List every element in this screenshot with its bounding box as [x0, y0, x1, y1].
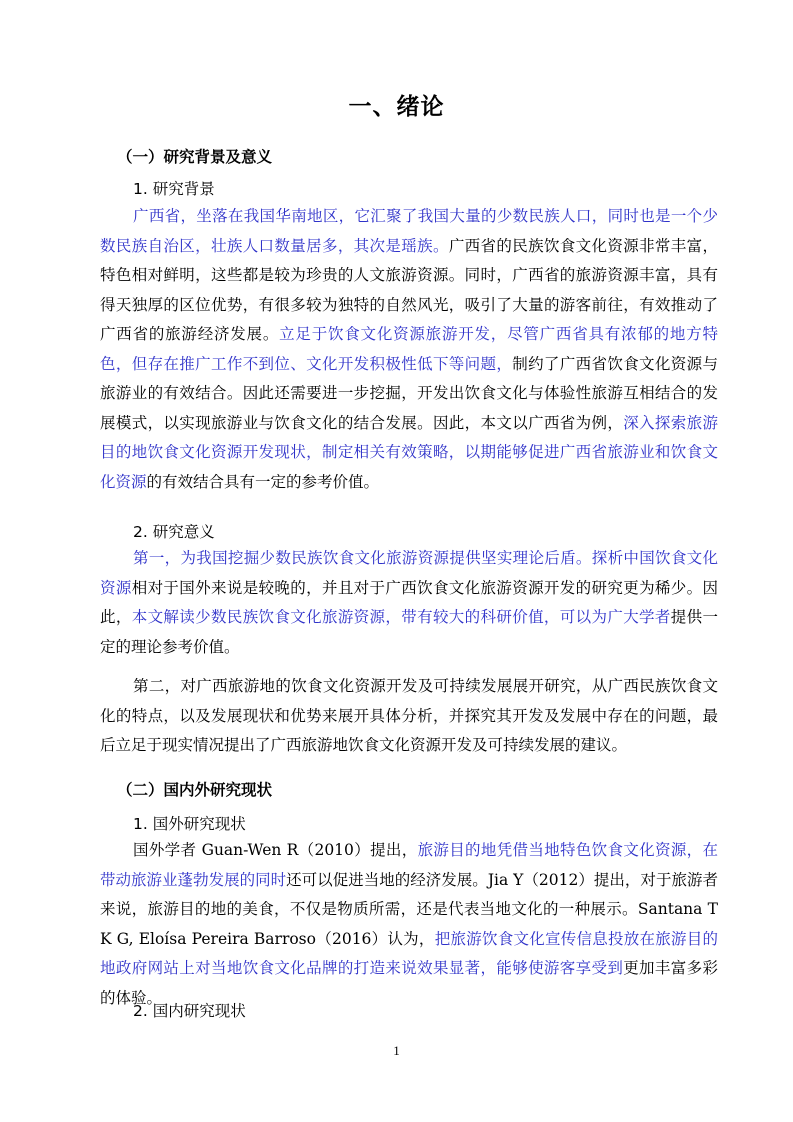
paragraph-foreign-research [100, 836, 718, 1013]
paragraph-significance-first [100, 544, 718, 662]
section-heading-research-status: （二）国内外研究现状 [117, 781, 273, 799]
subsection-heading-significance: 2. 研究意义 [133, 523, 215, 541]
subsection-heading-domestic: 2. 国内研究现状 [133, 1002, 246, 1020]
section-heading-background: （一）研究背景及意义 [117, 148, 273, 166]
highlighted-text-run: 深入探索旅游目的地饮食文化资源开发现状，制定相关有效策略，以期能够促进广西省旅游业和饮食文化资源 [100, 413, 718, 491]
text-run: 还可以促进当地的经济发展。Jia Y（2012）提出，对于旅游者来说，旅游目的地的美食，不仅是物质所需，还是代表当地文化的一种展示。Santana T K G, Eloísa Pereira Barroso（2016）认为， [100, 870, 718, 948]
highlighted-text-run: 立足于饮食文化资源旅游开发，尽管广西省具有浓郁的地方特色，但存在推广工作不到位、文化开发积极性低下等问题， [100, 325, 718, 373]
text-run: 第二，对广西旅游地的饮食文化资源开发及可持续发展展开研究，从广西民族饮食文化的特点，以及发展现状和优势来展开具体分析，并探究其开发及发展中存在的问题，最后立足于现实情况提出了广西旅游地饮食文化资源开发及可持续发展的建议。 [100, 677, 718, 754]
highlighted-text-run: 广西省，坐落在我国华南地区，它汇聚了我国大量的少数民族人口，同时也是一个少数民族自治区，壮族人口数量居多，其次是瑶族。 [100, 207, 718, 255]
text-run: 提供一定的理论参考价值。 [100, 608, 718, 656]
paragraph-significance-second [100, 672, 718, 761]
text-run: 相对于国外来说是较晚的，并且对于广西饮食文化旅游资源开发的研究更为稀少。因此， [100, 578, 718, 626]
text-run: 国外学者 Guan-Wen R（2010）提出， [133, 841, 418, 859]
page-number: 1 [393, 1043, 400, 1058]
paragraph-background [100, 202, 718, 497]
text-run: 的有效结合具有一定的参考价值。 [146, 472, 380, 491]
highlighted-text-run: 把旅游饮食文化宣传信息投放在旅游目的地政府网站上对当地饮食文化品牌的打造来说效果显著，能够使游客享受到 [100, 929, 718, 977]
subsection-heading-foreign: 1. 国外研究现状 [133, 815, 246, 833]
highlighted-text-run: 第一，为我国挖掘少数民族饮食文化旅游资源提供坚实理论后盾。探析中国饮食文化资源 [100, 549, 718, 597]
highlighted-text-run: 本文解读少数民族饮食文化旅游资源，带有较大的科研价值，可以为广大学者 [131, 608, 671, 626]
subsection-heading-background: 1. 研究背景 [133, 180, 215, 198]
chapter-title: 一、绪论 [348, 94, 445, 120]
text-run: 广西省的民族饮食文化资源非常丰富，特色相对鲜明，这些都是较为珍贵的人文旅游资源。同时，广西省的旅游资源丰富，具有得天独厚的区位优势，有很多较为独特的自然风光，吸引了大量的游客前往，有效推动了广西省的旅游经济发展。 [100, 236, 718, 343]
text-run: 制约了广西省饮食文化资源与旅游业的有效结合。因此还需要进一步挖掘，开发出饮食文化与体验性旅游互相结合的发展模式，以实现旅游业与饮食文化的结合发展。因此，本文以广西省为例， [100, 354, 718, 432]
highlighted-text-run: 旅游目的地凭借当地特色饮食文化资源，在带动旅游业蓬勃发展的同时 [100, 841, 718, 889]
text-run: 更加丰富多彩的体验。 [100, 959, 718, 1007]
